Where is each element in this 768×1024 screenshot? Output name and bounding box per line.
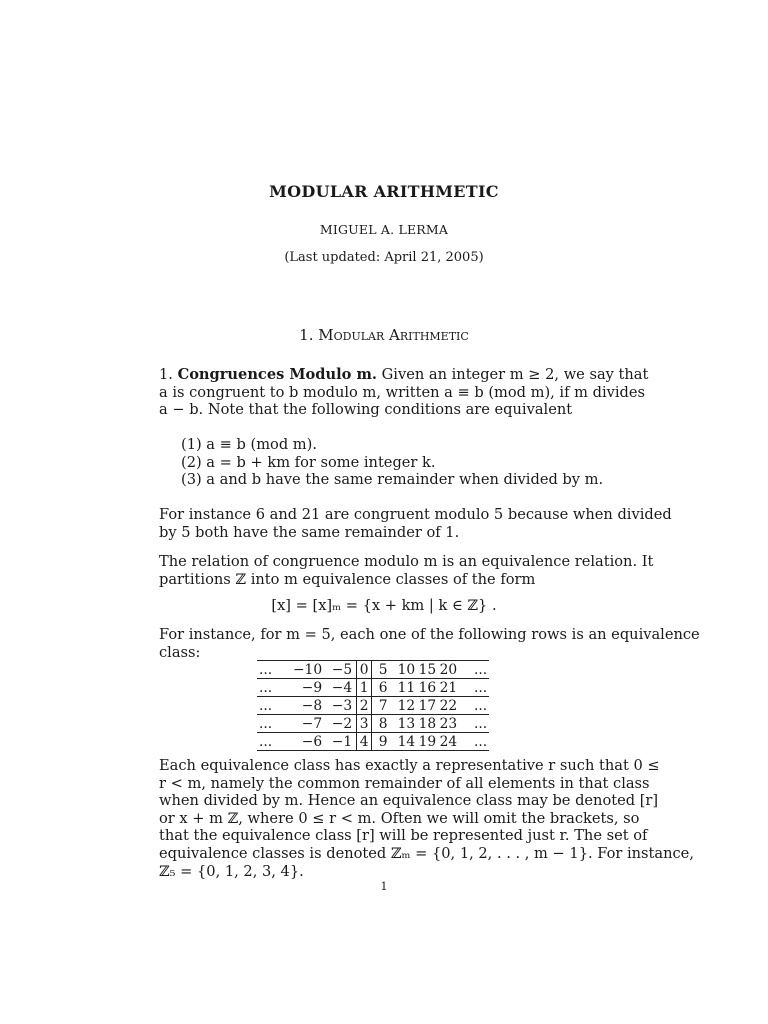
author-name: MIGUEL A. LERMA bbox=[319, 222, 449, 237]
table-row bbox=[257, 697, 489, 715]
table-cell: 8 bbox=[372, 715, 395, 733]
table-cell: −3 bbox=[322, 697, 357, 715]
table-cell: 9 bbox=[372, 733, 395, 751]
table-cell: 15 bbox=[415, 661, 436, 679]
table-cell: −5 bbox=[322, 661, 357, 679]
item-number: 1. bbox=[159, 366, 173, 383]
equivalence-classes-table bbox=[257, 660, 489, 751]
table-cell: −9 bbox=[293, 679, 322, 697]
table-cell: ... bbox=[457, 697, 489, 715]
table-cell: ... bbox=[457, 733, 489, 751]
paragraph-line: a − b. Note that the following conditions are equivalent bbox=[159, 401, 573, 419]
remainder-cell: 4 bbox=[357, 733, 372, 751]
table-row bbox=[257, 679, 489, 697]
page-number: 1 bbox=[380, 880, 388, 893]
paragraph-line: equivalence classes is denoted ℤₘ = {0, 1, 2, . . . , m − 1}. For instance, bbox=[159, 844, 694, 862]
paper-title: MODULAR ARITHMETIC bbox=[269, 182, 499, 201]
table-cell: −2 bbox=[322, 715, 357, 733]
table-cell: 20 bbox=[436, 661, 457, 679]
table-cell: 5 bbox=[372, 661, 395, 679]
paragraph-line: that the equivalence class [r] will be represented just r. The set of bbox=[159, 827, 648, 845]
instance-paragraph bbox=[159, 506, 672, 541]
table-cell: 10 bbox=[394, 661, 415, 679]
table-row bbox=[257, 733, 489, 751]
remainder-cell: 2 bbox=[357, 697, 372, 715]
rows-paragraph bbox=[159, 626, 700, 661]
table-cell: 21 bbox=[436, 679, 457, 697]
table-cell: 7 bbox=[372, 697, 395, 715]
table-cell: −10 bbox=[293, 662, 323, 678]
table-cell: 18 bbox=[415, 715, 436, 733]
remainder-cell: 0 bbox=[357, 661, 372, 679]
table-cell: 17 bbox=[415, 697, 436, 715]
equivalence-class-formula: [x] = [x]ₘ = {x + km | k ∈ ℤ} . bbox=[271, 597, 497, 614]
table-row bbox=[257, 715, 489, 733]
table-cell: 14 bbox=[394, 733, 415, 751]
section-heading: 1. Modular Arithmetic bbox=[299, 326, 469, 344]
paragraph-line: For instance 6 and 21 are congruent modulo 5 because when divided bbox=[159, 506, 672, 523]
remainder-cell: 1 bbox=[357, 679, 372, 697]
table-cell: ... bbox=[257, 679, 293, 697]
table-cell: 13 bbox=[394, 715, 415, 733]
table-cell: 11 bbox=[394, 679, 415, 697]
paragraph-line: The relation of congruence modulo m is an equivalence relation. It bbox=[159, 553, 654, 570]
condition-item: (3) a and b have the same remainder when divided by m. bbox=[181, 471, 604, 489]
paragraph-line: class: bbox=[159, 643, 201, 661]
table-cell: ... bbox=[457, 661, 489, 679]
paragraph-line: by 5 both have the same remainder of 1. bbox=[159, 523, 460, 541]
paragraph-line: partitions ℤ into m equivalence classes of the form bbox=[159, 570, 536, 588]
table-cell: 6 bbox=[372, 679, 395, 697]
table-cell: 24 bbox=[436, 733, 457, 751]
paragraph-line bbox=[159, 366, 649, 384]
paragraph-line: Each equivalence class has exactly a representative r such that 0 ≤ bbox=[159, 757, 660, 774]
table-cell: 22 bbox=[436, 697, 457, 715]
table-cell: −1 bbox=[322, 733, 357, 751]
paragraph-line: For instance, for m = 5, each one of the following rows is an equivalence bbox=[159, 626, 700, 643]
table-cell: −4 bbox=[322, 679, 357, 697]
congruence-definition-paragraph bbox=[159, 366, 649, 419]
table-cell: −7 bbox=[293, 715, 322, 733]
table-cell: 12 bbox=[394, 697, 415, 715]
last-updated-date: (Last updated: April 21, 2005) bbox=[284, 250, 484, 265]
representative-paragraph bbox=[159, 757, 694, 880]
table-cell: ... bbox=[257, 697, 293, 715]
condition-item: (2) a = b + km for some integer k. bbox=[181, 453, 436, 471]
table-cell: 23 bbox=[436, 715, 457, 733]
table-row bbox=[257, 661, 489, 679]
paragraph-line: or x + m ℤ, where 0 ≤ r < m. Often we will omit the brackets, so bbox=[159, 809, 640, 827]
paragraph-line: a is congruent to b modulo m, written a ≡ b (mod m), if m divides bbox=[159, 383, 646, 401]
definition-title: Congruences Modulo m. bbox=[177, 366, 377, 383]
table-cell: 19 bbox=[415, 733, 436, 751]
table-cell: ... bbox=[257, 661, 293, 679]
paragraph-line: ℤ₅ = {0, 1, 2, 3, 4}. bbox=[159, 862, 304, 880]
relation-paragraph bbox=[159, 553, 654, 588]
table-cell: −6 bbox=[293, 733, 322, 751]
table-cell: 16 bbox=[415, 679, 436, 697]
table-cell: −8 bbox=[293, 697, 322, 715]
remainder-cell: 3 bbox=[357, 715, 372, 733]
paragraph-line: when divided by m. Hence an equivalence class may be denoted [r] bbox=[159, 792, 659, 810]
equivalent-conditions-list bbox=[181, 436, 603, 489]
table-cell: ... bbox=[457, 715, 489, 733]
definition-text: Given an integer m ≥ 2, we say that bbox=[377, 366, 649, 383]
condition-item: (1) a ≡ b (mod m). bbox=[181, 436, 317, 453]
table-cell: ... bbox=[457, 679, 489, 697]
table-cell: ... bbox=[257, 733, 293, 751]
paragraph-line: r < m, namely the common remainder of all elements in that class bbox=[159, 774, 650, 792]
table-cell: ... bbox=[257, 715, 293, 733]
